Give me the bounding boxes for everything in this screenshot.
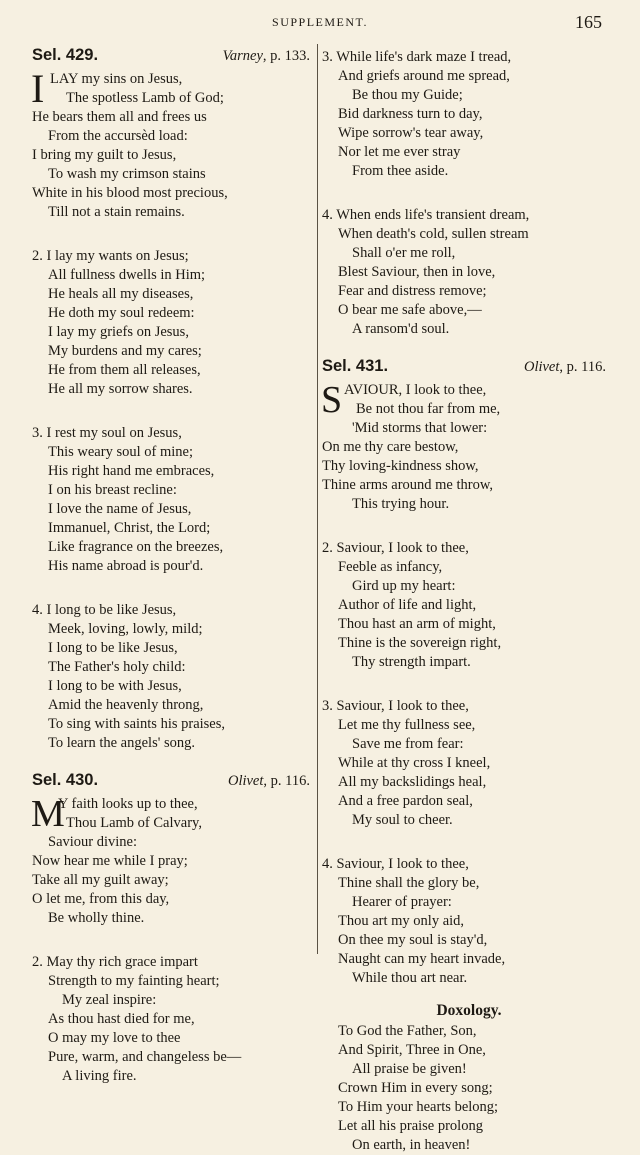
verse-line: While thou art near. <box>352 970 468 986</box>
verse-line: He all my sorrow shares. <box>48 381 193 397</box>
verse-line: LAY my sins on Jesus, <box>50 71 183 87</box>
verse-line: I long to be like Jesus, <box>48 640 178 656</box>
page-number: 165 <box>575 12 602 32</box>
verse-line: To sing with saints his praises, <box>48 716 226 732</box>
verse-line: My burdens and my cares; <box>48 343 202 359</box>
verse-line: Nor let me ever stray <box>338 144 461 160</box>
verse-line: Strength to my fainting heart; <box>48 973 220 989</box>
verse-line: When death's cold, sullen stream <box>338 226 529 242</box>
hymn-number: Sel. 429. <box>32 46 99 64</box>
verse-line: And Spirit, Three in One, <box>338 1042 486 1058</box>
hymn-number: Sel. 431. <box>322 357 389 375</box>
verse-2 <box>32 953 310 1086</box>
tune-page: , p. 116. <box>263 773 310 789</box>
verse-line: On thee my soul is stay'd, <box>338 932 488 948</box>
drop-cap: I <box>31 66 45 111</box>
verse-line: Fear and distress remove; <box>338 283 487 299</box>
verse-line: I on his breast recline: <box>48 482 177 498</box>
verse-line: O bear me safe above,— <box>338 302 482 318</box>
verse-line: The Father's holy child: <box>48 659 186 675</box>
drop-cap: M <box>31 793 65 835</box>
column-divider <box>317 44 318 954</box>
verse-line: On earth, in heaven! <box>352 1137 471 1153</box>
verse-line: The spotless Lamb of God; <box>66 90 224 106</box>
verse-line: Amid the heavenly throng, <box>48 697 204 713</box>
verse-line: My zeal inspire: <box>62 992 157 1008</box>
hymn-431 <box>322 355 606 988</box>
verse-line: O may my love to thee <box>48 1030 181 1046</box>
verse-line: Thou Lamb of Calvary, <box>66 815 202 831</box>
verse-line: He bears them all and frees us <box>32 109 207 125</box>
verse-line: Be not thou far from me, <box>356 401 501 417</box>
verse-line: Shall o'er me roll, <box>352 245 456 261</box>
tune-reference <box>223 48 310 65</box>
verse-line: Pure, warm, and changeless be— <box>48 1049 242 1065</box>
tune-name: Olivet <box>523 359 560 375</box>
verse-line: 'Mid storms that lower: <box>352 420 488 436</box>
verse-line: Y faith looks up to thee, <box>58 796 198 812</box>
verse-line: From thee aside. <box>352 163 449 179</box>
verse-line: Thou art my only aid, <box>338 913 465 929</box>
verse-line: Gird up my heart: <box>352 578 456 594</box>
verse-line: While at thy cross I kneel, <box>338 755 491 771</box>
verse-line: My soul to cheer. <box>352 812 453 828</box>
verse-line: This trying hour. <box>352 496 450 512</box>
verse-2 <box>32 247 310 399</box>
verse-line: Crown Him in every song; <box>338 1080 493 1096</box>
verse-3 <box>322 697 606 830</box>
left-column <box>32 44 310 1086</box>
verse-line: To God the Father, Son, <box>338 1023 477 1039</box>
verse-line: Thine is the sovereign right, <box>338 635 502 651</box>
verse-line: O let me, from this day, <box>32 891 170 907</box>
verse-line: He heals all my diseases, <box>48 286 194 302</box>
verse-line: Be thou my Guide; <box>352 87 463 103</box>
verse-line: A living fire. <box>62 1068 137 1084</box>
verse-line: 3. I rest my soul on Jesus, <box>32 425 182 441</box>
verse-line: And griefs around me spread, <box>338 68 510 84</box>
verse-line: 4. Saviour, I look to thee, <box>322 856 469 872</box>
verse-line: Now hear me while I pray; <box>32 853 188 869</box>
verse-line: All my backslidings heal, <box>338 774 487 790</box>
verse-line: A ransom'd soul. <box>352 321 450 337</box>
verse-line: Till not a stain remains. <box>48 204 185 220</box>
verse-2 <box>322 539 606 672</box>
verse-line: AVIOUR, I look to thee, <box>344 382 487 398</box>
verse-line: His right hand me embraces, <box>48 463 215 479</box>
verse-line: Bid darkness turn to day, <box>338 106 483 122</box>
hymn-header <box>32 769 310 795</box>
verse-line: 2. May thy rich grace impart <box>32 954 198 970</box>
verse-line: I bring my guilt to Jesus, <box>32 147 177 163</box>
verse-3 <box>32 424 310 576</box>
verse-1 <box>322 381 606 514</box>
verse-line: To learn the angels' song. <box>48 735 195 751</box>
verse-line: I love the name of Jesus, <box>48 501 192 517</box>
verse-line: Thy loving-kindness show, <box>322 458 479 474</box>
verse-line: Like fragrance on the breezes, <box>48 539 224 555</box>
verse-line: Saviour divine: <box>48 834 138 850</box>
verse-1 <box>31 66 310 222</box>
hymn-429 <box>32 44 310 753</box>
tune-reference <box>228 773 310 790</box>
tune-page: , p. 133. <box>262 48 310 64</box>
verse-line: Wipe sorrow's tear away, <box>338 125 484 141</box>
verse-line: 2. Saviour, I look to thee, <box>322 540 469 556</box>
verse-line: Thine shall the glory be, <box>338 875 480 891</box>
verse-line: 2. I lay my wants on Jesus; <box>32 248 189 264</box>
tune-name: Varney <box>222 48 263 64</box>
verse-4 <box>32 601 310 753</box>
verse-line: Take all my guilt away; <box>32 872 169 888</box>
verse-line: 4. I long to be like Jesus, <box>32 602 177 618</box>
verse-line: 3. While life's dark maze I tread, <box>322 49 512 65</box>
verse-line: 4. When ends life's transient dream, <box>322 207 530 223</box>
verse-line: Naught can my heart invade, <box>338 951 506 967</box>
verse-4 <box>322 855 606 988</box>
verse-line: I lay my griefs on Jesus, <box>48 324 189 340</box>
verse-line: Be wholly thine. <box>48 910 145 926</box>
verse-line: He from them all releases, <box>48 362 201 378</box>
hymn-header <box>32 44 310 70</box>
verse-line: Feeble as infancy, <box>338 559 443 575</box>
hymn-430 <box>32 769 310 1086</box>
verse-line: Hearer of prayer: <box>352 894 452 910</box>
verse-line: This weary soul of mine; <box>48 444 193 460</box>
verse-line: All fullness dwells in Him; <box>48 267 206 283</box>
verse-3 <box>322 48 606 181</box>
verse-line: From the accursèd load: <box>48 128 188 144</box>
doxology <box>322 1000 606 1155</box>
verse-line: Thou hast an arm of might, <box>338 616 496 632</box>
doxology-title: Doxology. <box>436 1002 502 1019</box>
verse-line: Let all his praise prolong <box>338 1118 483 1134</box>
tune-reference <box>524 359 606 376</box>
hymn-header <box>322 355 606 381</box>
verse-line: Immanuel, Christ, the Lord; <box>48 520 211 536</box>
verse-line: And a free pardon seal, <box>338 793 473 809</box>
hymn-430-continued <box>322 48 606 339</box>
verse-4 <box>322 206 606 339</box>
right-column <box>322 48 606 1155</box>
verse-line: 3. Saviour, I look to thee, <box>322 698 469 714</box>
verse-line: Meek, loving, lowly, mild; <box>48 621 203 637</box>
verse-line: Save me from fear: <box>352 736 464 752</box>
verse-line: Author of life and light, <box>338 597 477 613</box>
verse-line: His name abroad is pour'd. <box>48 558 204 574</box>
verse-line: Blest Saviour, then in love, <box>338 264 496 280</box>
hymn-number: Sel. 430. <box>32 771 99 789</box>
verse-line: Let me thy fullness see, <box>338 717 476 733</box>
verse-line: Thy strength impart. <box>352 654 471 670</box>
verse-line: I long to be with Jesus, <box>48 678 182 694</box>
verse-line: As thou hast died for me, <box>48 1011 195 1027</box>
verse-line: White in his blood most precious, <box>32 185 228 201</box>
verse-line: To wash my crimson stains <box>48 166 206 182</box>
tune-page: , p. 116. <box>559 359 606 375</box>
verse-line: To Him your hearts belong; <box>338 1099 499 1115</box>
tune-name: Olivet <box>227 773 264 789</box>
verse-line: On me thy care bestow, <box>322 439 459 455</box>
verse-line: He doth my soul redeem: <box>48 305 195 321</box>
verse-line: All praise be given! <box>352 1061 467 1077</box>
verse-line: Thine arms around me throw, <box>322 477 493 493</box>
drop-cap: S <box>321 379 343 421</box>
running-head <box>0 12 640 32</box>
running-title: SUPPLEMENT. <box>272 15 368 29</box>
verse-1 <box>32 795 310 928</box>
